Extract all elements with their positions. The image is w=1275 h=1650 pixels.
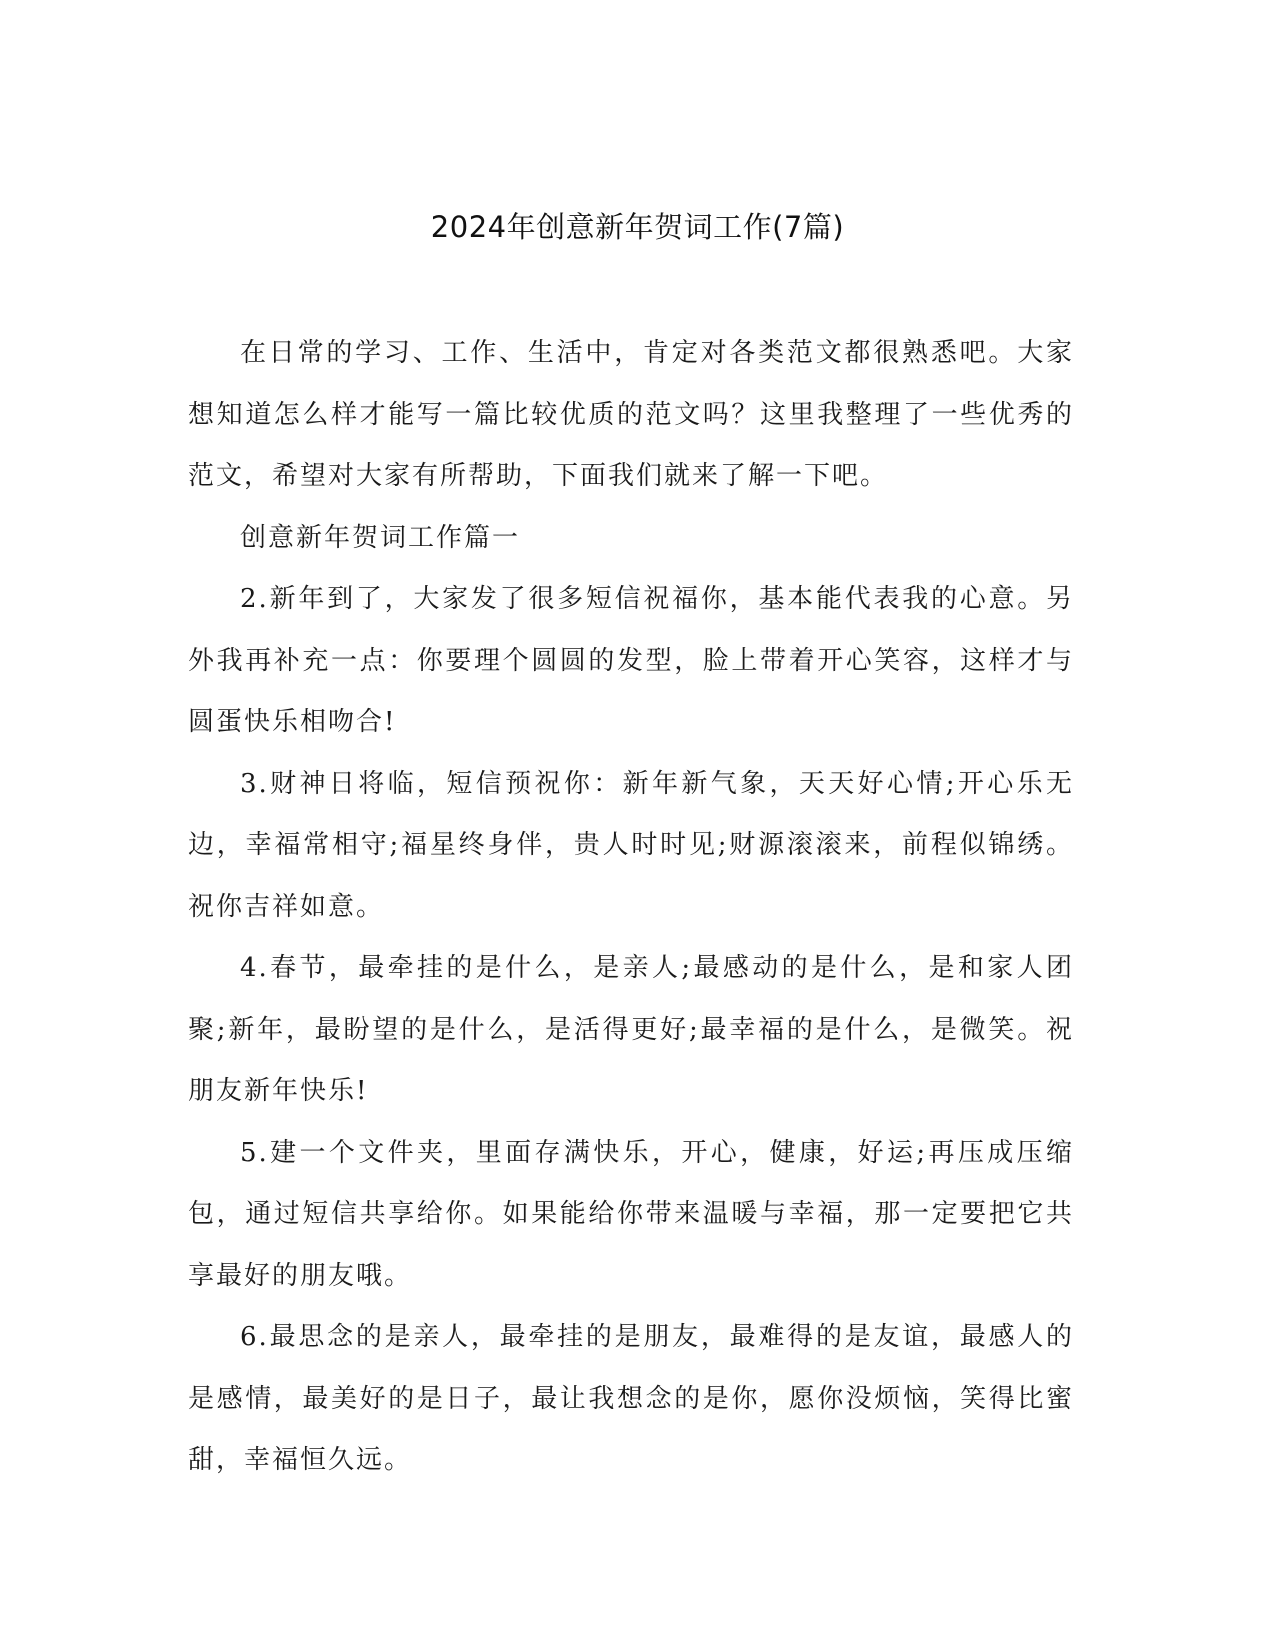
greeting-paragraph: 6.最思念的是亲人，最牵挂的是朋友，最难得的是友谊，最感人的是感情，最美好的是日子，最让我想念的是你，愿你没烦恼，笑得比蜜甜，幸福恒久远。 [188,1322,1074,1475]
greeting-paragraph: 3.财神日将临，短信预祝你：新年新气象，天天好心情;开心乐无边，幸福常相守;福星终身伴，贵人时时见;财源滚滚来，前程似锦绣。祝你吉祥如意。 [188,768,1074,922]
greeting-paragraph: 2.新年到了，大家发了很多短信祝福你，基本能代表我的心意。另外我再补充一点：你要理个圆圆的发型，脸上带着开心笑容，这样才与圆蛋快乐相吻合! [188,584,1074,737]
intro-paragraph: 在日常的学习、工作、生活中，肯定对各类范文都很熟悉吧。大家想知道怎么样才能写一篇比较优质的范文吗？这里我整理了一些优秀的范文，希望对大家有所帮助，下面我们就来了解一下吧。 [188,338,1074,491]
document-body [188,323,1074,1492]
section-heading: 创意新年贺词工作篇一 [240,522,521,553]
greeting-paragraph: 4.春节，最牵挂的是什么，是亲人;最感动的是什么，是和家人团聚;新年，最盼望的是什么，是活得更好;最幸福的是什么，是微笑。祝朋友新年快乐! [188,953,1074,1106]
greeting-paragraph: 5.建一个文件夹，里面存满快乐，开心，健康，好运;再压成压缩包，通过短信共享给你。如果能给你带来温暖与幸福，那一定要把它共享最好的朋友哦。 [188,1137,1074,1291]
page-title: 2024年创意新年贺词工作(7篇) [430,210,845,244]
